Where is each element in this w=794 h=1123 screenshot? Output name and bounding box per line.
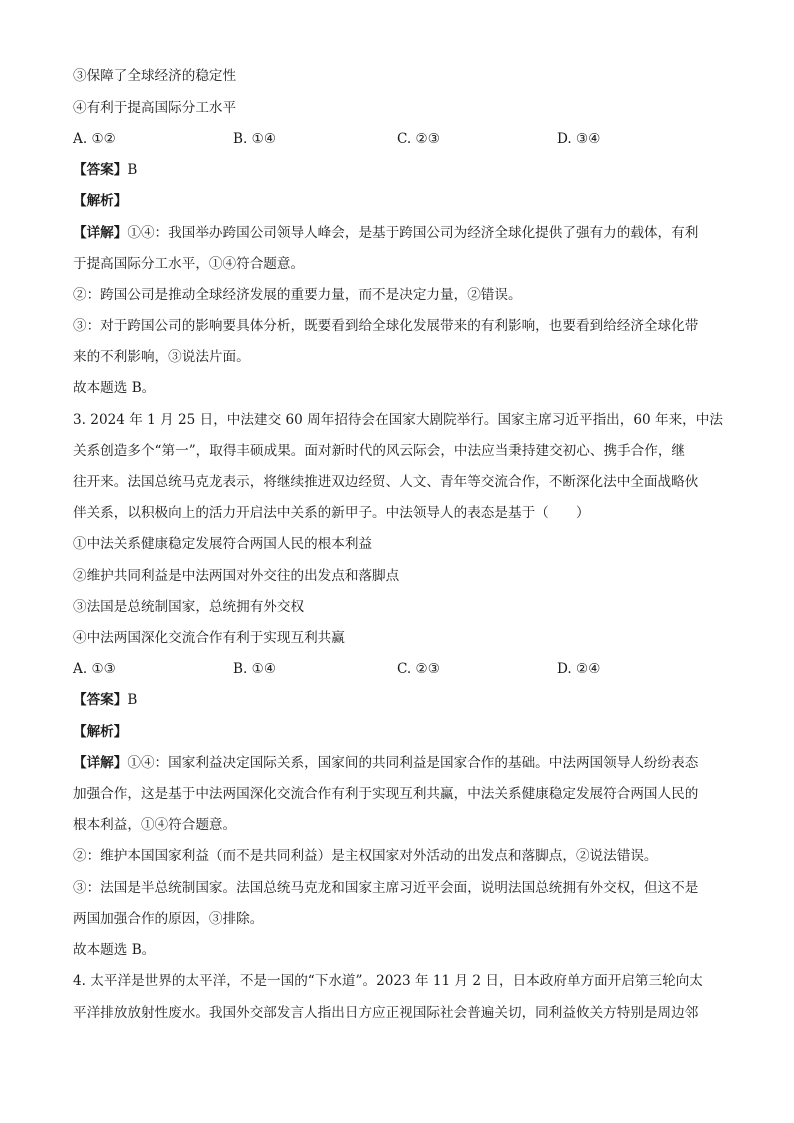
q3-choice-a: A. ①③ (73, 661, 116, 677)
q2-choice-d: D. ③④ (557, 131, 601, 147)
q3-detail-line-5: ③：法国是半总统制国家。法国总统马克龙和国家主席习近平会面，说明法国总统拥有外交权，但这不是 (73, 880, 699, 896)
q3-statement-4: ④中法两国深化交流合作有利于实现互利共赢 (73, 630, 345, 646)
q2-detail-text-1: ①④：我国举办跨国公司领导人峰会，是基于跨国公司为经济全球化提供了强有力的载体，有利 (127, 225, 699, 241)
q2-detail-line-1 (73, 223, 725, 243)
q2-choice-a: A. ①② (73, 131, 116, 147)
q3-choices (73, 659, 725, 679)
q3-statement-3: ③法国是总统制国家，总统拥有外交权 (73, 599, 305, 615)
q2-conclusion: 故本题选 B。 (73, 380, 156, 396)
q2-choices (73, 129, 725, 149)
q3-answer-line (73, 690, 725, 710)
q2-answer-value: B (127, 162, 138, 178)
q2-choice-c: C. ②③ (397, 131, 440, 147)
q3-choice-c: C. ②③ (397, 661, 440, 677)
q2-option-4: ④有利于提高国际分工水平 (73, 100, 237, 116)
q3-detail-tag: 【详解】 (73, 755, 128, 771)
q3-detail-line-2: 加强合作，这是基于中法两国深化交流合作有利于实现互利共赢，中法关系健康稳定发展符合两国人民的 (73, 786, 699, 802)
q3-answer-tag: 【答案】 (73, 692, 128, 708)
q3-detail-line-6: 两国加强合作的原因，③排除。 (73, 911, 264, 927)
q3-conclusion: 故本题选 B。 (73, 942, 156, 958)
q3-detail-line-3: 根本利益，①④符合题意。 (73, 817, 237, 833)
q2-choice-b: B. ①④ (233, 131, 277, 147)
q3-statement-2: ②维护共同利益是中法两国对外交往的出发点和落脚点 (73, 568, 400, 584)
q2-analysis-tag: 【解析】 (73, 193, 128, 209)
q3-analysis-tag: 【解析】 (73, 724, 128, 740)
q2-detail-line-4: ③：对于跨国公司的影响要具体分析，既要看到给全球化发展带来的有利影响，也要看到给经济全球化带 (73, 318, 699, 334)
q3-answer-value: B (127, 692, 138, 708)
q3-stem-line-4: 伴关系，以积极向上的活力开启法中关系的新甲子。中法领导人的表态是基于（ ） (73, 505, 590, 521)
q4-stem-line-2: 平洋排放放射性废水。我国外交部发言人指出日方应正视国际社会普遍关切，同利益攸关方特别是周边邻 (73, 1005, 699, 1021)
q3-choice-b: B. ①④ (233, 661, 277, 677)
q2-answer-tag: 【答案】 (73, 162, 128, 178)
q3-stem-line-1: 3. 2024 年 1 月 25 日，中法建交 60 周年招待会在国家大剧院举行。国家主席习近平指出，60 年来，中法 (73, 412, 723, 428)
q2-detail-line-2: 于提高国际分工水平，①④符合题意。 (73, 256, 305, 272)
q2-answer-line (73, 160, 725, 180)
q3-stem-line-3: 往开来。法国总统马克龙表示，将继续推进双边经贸、人文、青年等交流合作，不断深化法中全面战略伙 (73, 474, 699, 490)
q3-detail-line-1 (73, 753, 725, 773)
q2-option-3: ③保障了全球经济的稳定性 (73, 68, 237, 84)
q2-detail-line-5: 来的不利影响，③说法片面。 (73, 349, 250, 365)
q3-choice-d: D. ②④ (557, 661, 601, 677)
q2-detail-tag: 【详解】 (73, 225, 128, 241)
q3-detail-line-4: ②：维护本国国家利益（而不是共同利益）是主权国家对外活动的出发点和落脚点，②说法错误。 (73, 848, 658, 864)
q3-statement-1: ①中法关系健康稳定发展符合两国人民的根本利益 (73, 536, 373, 552)
q3-detail-text-1: ①④：国家利益决定国际关系，国家间的共同利益是国家合作的基础。中法两国领导人纷纷表态 (127, 755, 699, 771)
q3-stem-line-2: 关系创造多个“第一”，取得丰硕成果。面对新时代的风云际会，中法应当秉持建交初心、携手合作，继 (73, 443, 686, 459)
q2-detail-line-3: ②：跨国公司是推动全球经济发展的重要力量，而不是决定力量，②错误。 (73, 287, 522, 303)
q4-stem-line-1: 4. 太平洋是世界的太平洋，不是一国的“下水道”。2023 年 11 月 2 日，日本政府单方面开启第三轮向太 (73, 973, 703, 989)
